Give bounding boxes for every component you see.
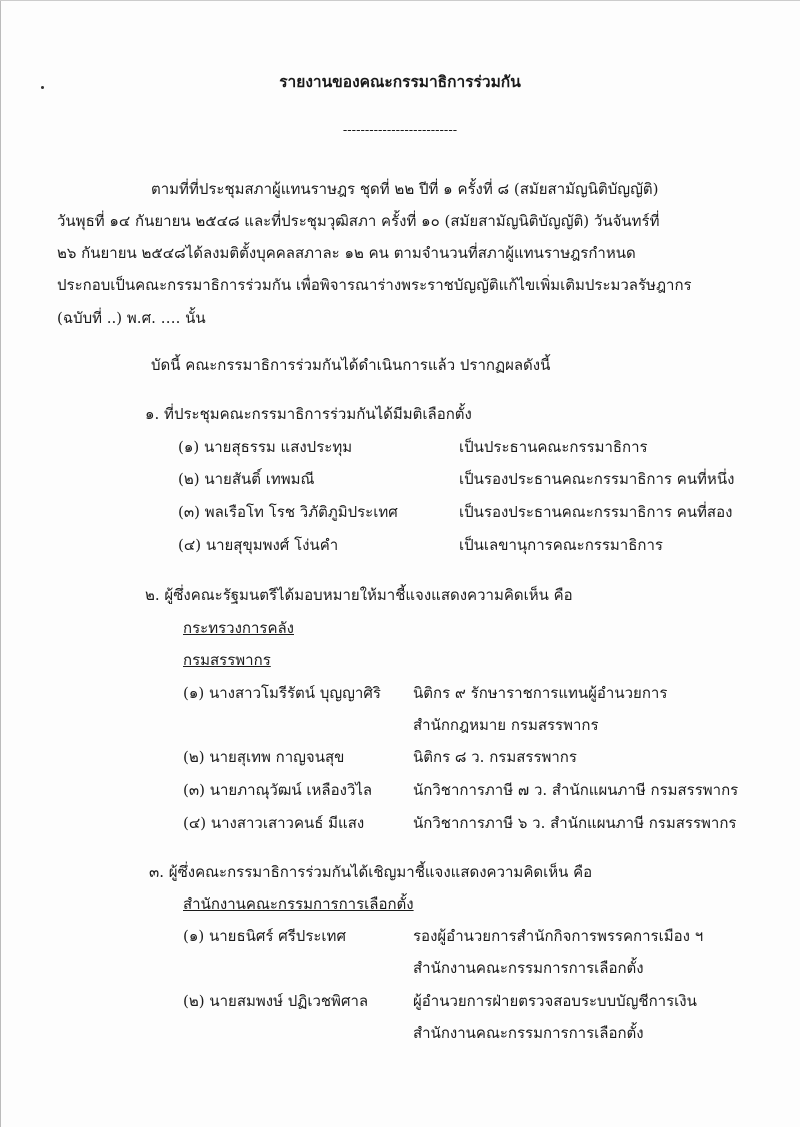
scan-edge-left [0,0,1,1127]
s1-member-role: เป็นเลขานุการคณะกรรมาธิการ [459,536,663,554]
intro-line-1: ตามที่ที่ประชุมสภาผู้แทนราษฎร ชุดที่ ๒๒ ปีที่ ๑ ครั้งที่ ๘ (สมัยสามัญนิติบัญญัติ) [151,180,659,198]
s3-person-position-cont: สำนักงานคณะกรรมการการเลือกตั้ง [413,959,644,977]
agency-name: สำนักงานคณะกรรมการการเลือกตั้ง [183,895,414,913]
s2-person-position: นักวิชาการภาษี ๖ ว. สำนักแผนภาษี กรมสรรพากร [413,814,737,832]
s2-person-position: นิติกร ๙ รักษาราชการแทนผู้อำนวยการ [413,684,668,702]
scan-edge-top [0,0,800,1]
department-name: กรมสรรพากร [183,651,271,669]
ministry-name: กระทรวงการคลัง [183,619,294,637]
s1-member-role: เป็นประธานคณะกรรมาธิการ [459,438,648,456]
section1-heading: ๑. ที่ประชุมคณะกรรมาธิการร่วมกันได้มีมติเลือกตั้ง [145,405,472,423]
s1-member-name: (๒) นายสันติ์ เทพมณี [178,470,315,488]
result-intro: บัดนี้ คณะกรรมาธิการร่วมกันได้ดำเนินการแล้ว ปรากฏผลดังนี้ [151,356,551,374]
title-separator: -------------------------- [342,123,458,138]
s1-member-role: เป็นรองประธานคณะกรรมาธิการ คนที่หนึ่ง [459,470,735,488]
section2-heading: ๒. ผู้ซึ่งคณะรัฐมนตรีได้มอบหมายให้มาชี้แจงแสดงความคิดเห็น คือ [145,586,573,604]
s3-person-name: (๑) นายธนิศร์ ศรีประเทศ [183,927,346,945]
s2-person-name: (๔) นางสาวเสาวคนธ์ มีแสง [183,814,365,832]
section3-heading: ๓. ผู้ซึ่งคณะกรรมาธิการร่วมกันได้เชิญมาชี้แจงแสดงความคิดเห็น คือ [149,863,593,881]
s2-person-position-cont: สำนักกฎหมาย กรมสรรพากร [413,716,599,734]
s3-person-name: (๒) นายสมพงษ์ ปฏิเวชพิศาล [183,992,369,1010]
document-title: รายงานของคณะกรรมาธิการร่วมกัน [279,72,521,91]
s2-person-position: นักวิชาการภาษี ๗ ว. สำนักแผนภาษี กรมสรรพากร [413,781,739,799]
s1-member-name: (๔) นายสุขุมพงศ์ โง่นคำ [178,536,339,554]
s1-member-role: เป็นรองประธานคณะกรรมาธิการ คนที่สอง [459,503,733,521]
intro-line-3: ๒๖ กันยายน ๒๕๔๘ได้ลงมติตั้งบุคคลสภาละ ๑๒ คน ตามจำนวนที่สภาผู้แทนราษฎรกำหนด [57,244,636,262]
s2-person-name: (๓) นายภาณุวัฒน์ เหลืองวิไล [183,781,373,799]
s2-person-position: นิติกร ๘ ว. กรมสรรพากร [413,748,577,766]
s2-person-name: (๒) นายสุเทพ กาญจนสุข [183,748,345,766]
s3-person-position: รองผู้อำนวยการสำนักกิจการพรรคการเมือง ฯ [413,927,704,945]
intro-line-2: วันพุธที่ ๑๔ กันยายน ๒๕๔๘ และที่ประชุมวุฒิสภา ครั้งที่ ๑๐ (สมัยสามัญนิติบัญญัติ) วันจันทร์ที่ [57,212,660,230]
intro-line-5: (ฉบับที่ ..) พ.ศ. …. นั้น [57,309,206,327]
s3-person-position-cont: สำนักงานคณะกรรมการการเลือกตั้ง [413,1024,644,1042]
s1-member-name: (๑) นายสุธรรม แสงประทุม [178,438,353,456]
s1-member-name: (๓) พลเรือโท โรช วิภัติภูมิประเทศ [178,503,398,521]
intro-line-4: ประกอบเป็นคณะกรรมาธิการร่วมกัน เพื่อพิจารณาร่างพระราชบัญญัติแก้ไขเพิ่มเติมประมวลรัษฎากร [57,276,692,294]
s2-person-name: (๑) นางสาวโมรีรัตน์ บุญญาศิริ [183,684,381,702]
s3-person-position: ผู้อำนวยการฝ่ายตรวจสอบระบบบัญชีการเงิน [413,992,697,1010]
